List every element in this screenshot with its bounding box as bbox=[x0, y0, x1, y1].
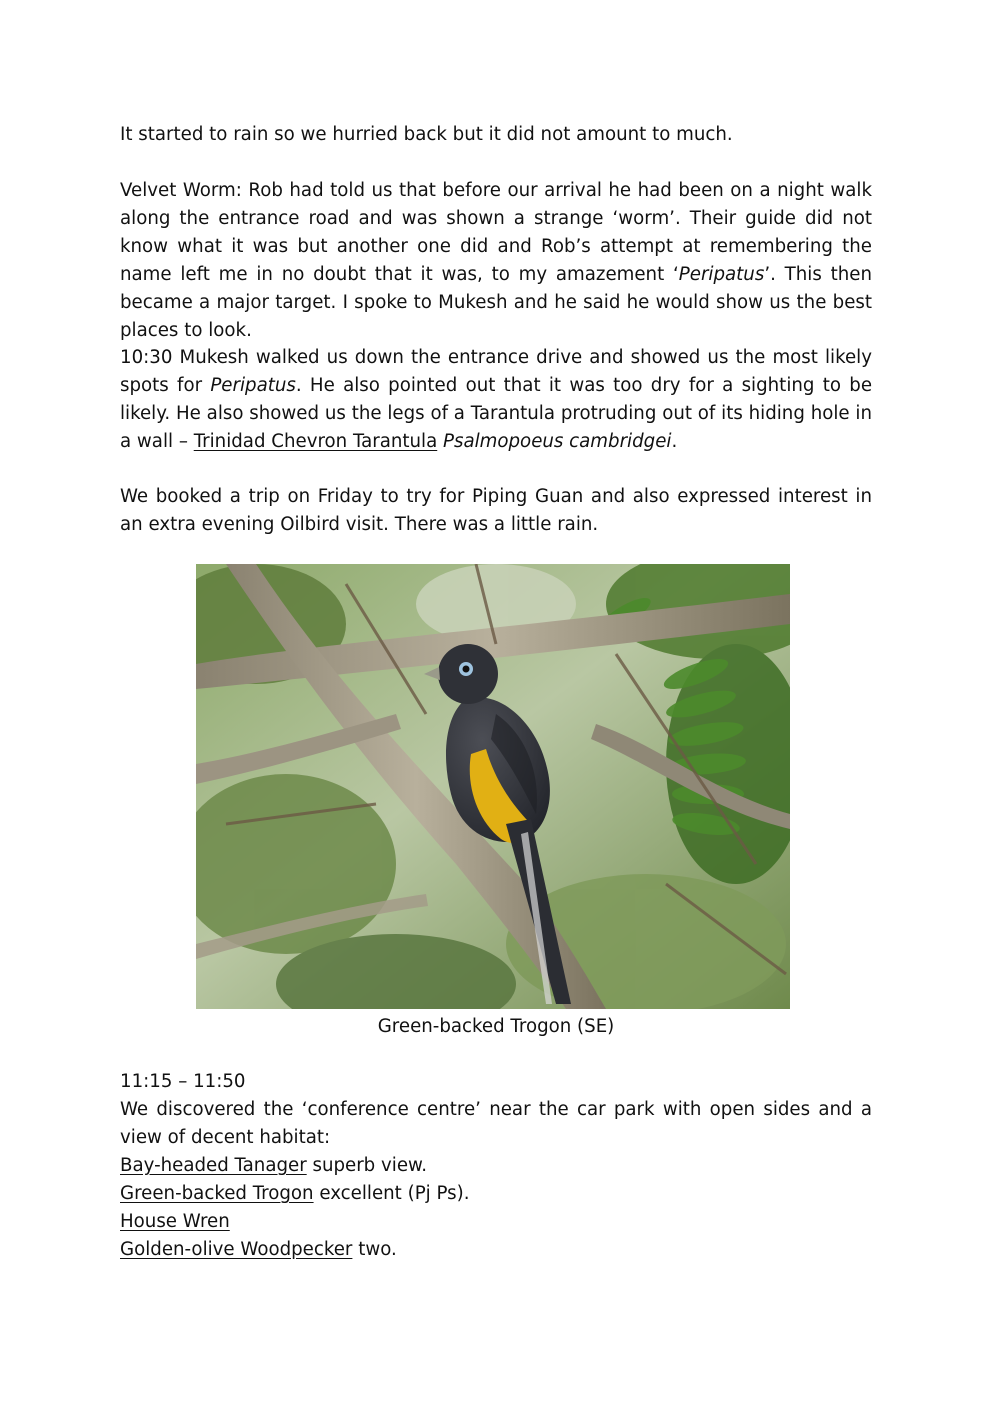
sightings-log bbox=[120, 1068, 872, 1264]
velvet-worm-text: Velvet Worm: Rob had told us that before our arrival he had been on a night walk along the entrance road and was shown a strange ‘worm’. Their guide did not know what it was but another one did and Rob’s attempt at remembering the name left me in no doubt that it was, to my amazement ‘ bbox=[120, 180, 872, 285]
log-time: 11:15 – 11:50 bbox=[120, 1071, 246, 1092]
peripatus-italic: Peripatus bbox=[210, 375, 296, 396]
paragraph-booking bbox=[120, 483, 872, 539]
photo-caption: Green-backed Trogon (SE) bbox=[377, 1016, 615, 1037]
species-name: Bay-headed Tanager bbox=[120, 1155, 307, 1176]
sighting-item bbox=[120, 1180, 872, 1208]
scientific-name: Psalmopoeus cambridgei bbox=[443, 431, 672, 452]
velvet-worm-text-end: ’. This then became a major target. I spoke to Mukesh and he said he would show us the best places to look. bbox=[120, 264, 873, 341]
trogon-photo-illustration bbox=[196, 564, 790, 1009]
species-name: Green-backed Trogon bbox=[120, 1183, 314, 1204]
sighting-item bbox=[120, 1152, 872, 1180]
paragraph-velvet-worm bbox=[120, 177, 872, 345]
species-name: House Wren bbox=[120, 1211, 230, 1232]
sighting-item bbox=[120, 1236, 872, 1264]
paragraph-booking-text: We booked a trip on Friday to try for Piping Guan and also expressed interest in an extra evening Oilbird visit. There was a little rain. bbox=[120, 486, 872, 535]
log-intro: We discovered the ‘conference centre’ near the car park with open sides and a view of decent habitat: bbox=[120, 1099, 872, 1148]
species-name: Golden-olive Woodpecker bbox=[120, 1239, 353, 1260]
sighting-note: superb view. bbox=[306, 1155, 428, 1176]
paragraph-mukesh-walk: 10:30 Mukesh walked us down the entrance drive and showed us the most likely spots for Peripatus. He also pointed out that it was too dry for a sighting to be likely. He also showed us the legs of a Tarantula protruding out of its hiding hole in a wall – Trinidad Chevron Tarantula Psalmopoeus cambridgei. bbox=[120, 347, 873, 452]
species-tarantula: Trinidad Chevron Tarantula bbox=[193, 431, 438, 452]
paragraph-rain-text: It started to rain so we hurried back but it did not amount to much. bbox=[120, 124, 733, 145]
sighting-note: excellent (Pj Ps). bbox=[313, 1183, 470, 1204]
mukesh-text: 10:30 Mukesh walked us down the entrance drive and showed us the most likely spots for bbox=[120, 347, 872, 396]
sighting-note: two. bbox=[352, 1239, 397, 1260]
sighting-item bbox=[120, 1208, 872, 1236]
peripatus-italic: Peripatus bbox=[678, 264, 765, 285]
trogon-photo bbox=[196, 564, 790, 1009]
mukesh-text-mid: . He also pointed out that it was too dry for a sighting to be likely. He also showed us the legs of a Tarantula protruding out of its hiding hole in a wall – bbox=[120, 375, 873, 452]
paragraph-rain bbox=[120, 121, 872, 149]
